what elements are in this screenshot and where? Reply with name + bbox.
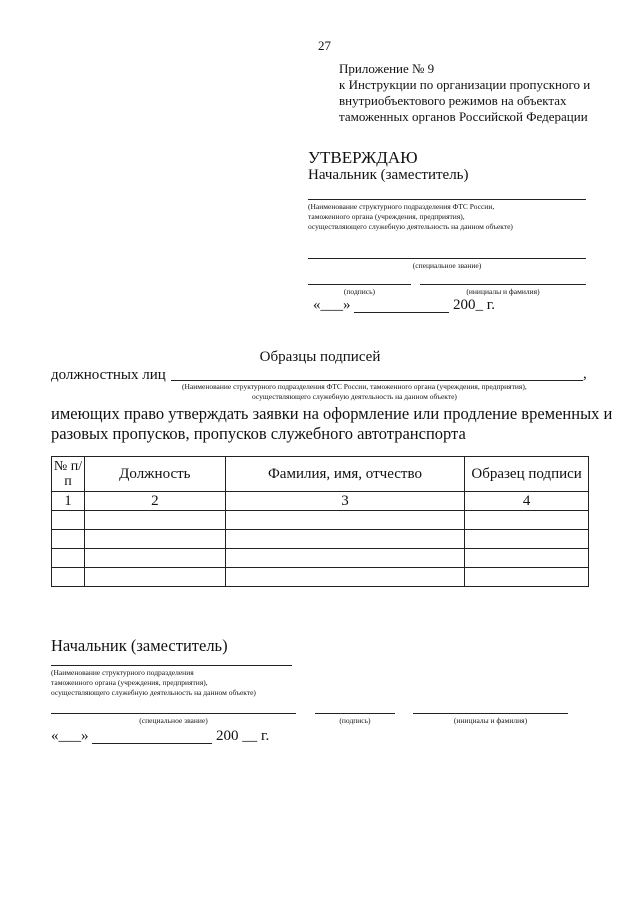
- footer-signature-hint: (подпись): [339, 716, 371, 725]
- approval-rank-hint: (специальное звание): [412, 261, 482, 270]
- appendix-line-1: к Инструкции по организации пропускного и: [339, 77, 591, 92]
- table-row: [52, 511, 589, 530]
- table-cell: [225, 511, 464, 530]
- approval-signature-hint: (подпись): [343, 287, 376, 296]
- approval-rank-line: [308, 258, 586, 259]
- table-row: [52, 549, 589, 568]
- officials-org-line: [171, 380, 583, 381]
- column-number-3: 3: [225, 492, 464, 511]
- approval-org-line: [308, 199, 586, 200]
- table-cell: [465, 549, 589, 568]
- table-cell: [84, 549, 225, 568]
- approval-name-line: [420, 284, 586, 285]
- officials-org-hint-1: (Наименование структурного подразделения ФТС России, таможенного органа (учреждения, предприятия),: [182, 382, 527, 391]
- table-header-row: [52, 457, 589, 492]
- table-cell: [52, 549, 85, 568]
- footer-name-line: [413, 713, 568, 714]
- table-cell: [84, 511, 225, 530]
- approval-date-month-line: [354, 312, 449, 313]
- appendix-title: Приложение № 9: [339, 61, 435, 76]
- approval-name-hint: (инициалы и фамилия): [466, 287, 540, 296]
- footer-title: Начальник (заместитель): [51, 636, 228, 655]
- footer-rank-line: [51, 713, 296, 714]
- page-number: 27: [318, 38, 331, 53]
- table-cell: [225, 530, 464, 549]
- footer-date-month-line: [92, 743, 212, 744]
- column-number-4: 4: [465, 492, 589, 511]
- table-cell: [465, 511, 589, 530]
- body-text-line-1: имеющих право утверждать заявки на оформление или продление временных и: [51, 404, 613, 423]
- signatures-table: [51, 456, 589, 587]
- column-number-2: 2: [84, 492, 225, 511]
- footer-org-hint-3: осуществляющего служебную деятельность на данном объекте): [51, 688, 256, 697]
- officials-org-hint-2: осуществляющего служебную деятельность на данном объекте): [252, 392, 457, 401]
- approval-subtitle: Начальник (заместитель): [308, 167, 469, 183]
- header-position: Должность: [84, 457, 225, 492]
- appendix-line-3: таможенных органов Российской Федерации: [339, 109, 588, 124]
- table-cell: [52, 530, 85, 549]
- table-cell: [225, 568, 464, 587]
- approval-org-hint-3: осуществляющего служебную деятельность на данном объекте): [308, 222, 513, 231]
- table-cell: [465, 530, 589, 549]
- header-full-name: Фамилия, имя, отчество: [225, 457, 464, 492]
- table-row: [52, 568, 589, 587]
- approval-title: УТВЕРЖДАЮ: [308, 148, 418, 167]
- table-cell: [84, 530, 225, 549]
- table-cell: [52, 568, 85, 587]
- appendix-line-2: внутриобъектового режимов на объектах: [339, 93, 567, 108]
- footer-org-hint-2: таможенного органа (учреждения, предприятия),: [51, 678, 208, 687]
- table-cell: [52, 511, 85, 530]
- footer-date-year: 200 __ г.: [216, 728, 270, 744]
- footer-org-hint-1: (Наименование структурного подразделения: [51, 668, 194, 677]
- officials-comma: ,: [583, 366, 587, 382]
- table-cell: [84, 568, 225, 587]
- column-number-1: 1: [52, 492, 85, 511]
- approval-date-day: «___»: [313, 297, 351, 313]
- footer-org-line: [51, 665, 292, 666]
- officials-label: должностных лиц: [51, 367, 166, 383]
- signatures-heading: Образцы подписей: [259, 349, 381, 365]
- footer-signature-line: [315, 713, 395, 714]
- approval-signature-line: [308, 284, 411, 285]
- table-row: [52, 530, 589, 549]
- approval-org-hint-1: (Наименование структурного подразделения ФТС России,: [308, 202, 495, 211]
- approval-org-hint-2: таможенного органа (учреждения, предприятия),: [308, 212, 465, 221]
- body-text-line-2: разовых пропусков, пропусков служебного автотранспорта: [51, 424, 466, 443]
- header-signature-sample: Образец подписи: [465, 457, 589, 492]
- table-cell: [465, 568, 589, 587]
- table-numbering-row: [52, 492, 589, 511]
- header-number: № п/п: [52, 457, 85, 492]
- approval-date-year: 200_ г.: [453, 297, 495, 313]
- footer-name-hint: (инициалы и фамилия): [453, 716, 528, 725]
- footer-date-day: «___»: [51, 728, 89, 744]
- table-cell: [225, 549, 464, 568]
- footer-rank-hint: (специальное звание): [139, 716, 208, 725]
